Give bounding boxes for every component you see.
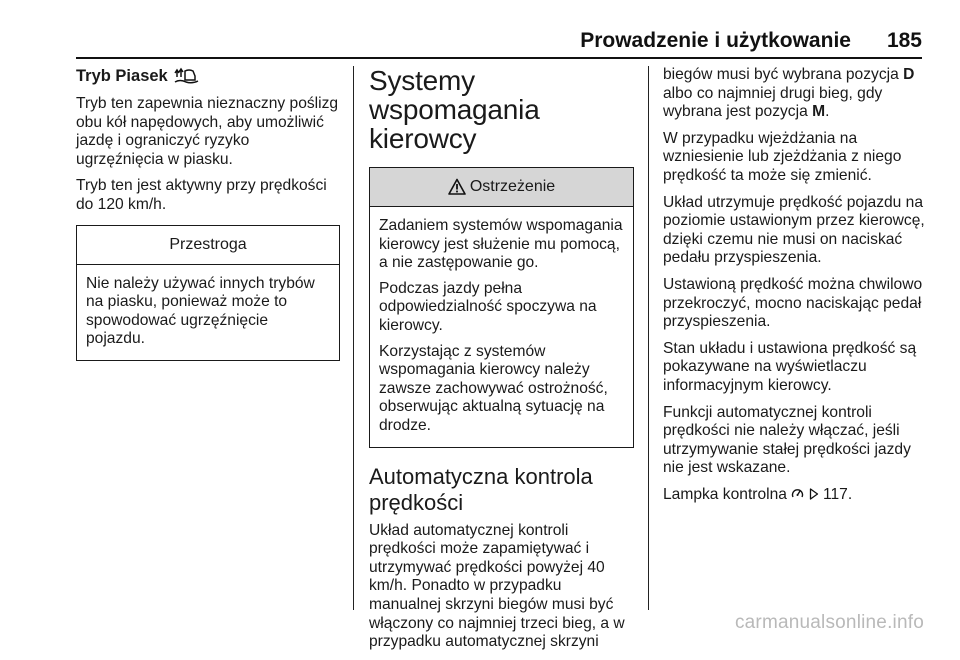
- gear-m-label: M: [812, 103, 826, 121]
- text-run: .: [825, 103, 830, 121]
- watermark: carmanualsonline.info: [734, 612, 924, 633]
- header-rule: [76, 57, 922, 59]
- cruise-text-5: Ustawioną prędkość można chwilowo przekroczyć, mocno naciskając pedał przyspieszenia.: [663, 275, 923, 331]
- column-divider-2: [648, 66, 649, 610]
- page-number: 185: [886, 29, 922, 52]
- subsection-heading: Automatyczna kontrola prędkości: [369, 463, 593, 515]
- page-header: [0, 26, 922, 56]
- notice-text: Nie należy używać innych trybów na piasku, ponieważ może to spowodować ugrzęźnięcie pojazdu.: [86, 274, 315, 348]
- gear-d-label: D: [903, 66, 915, 83]
- cruise-text-2: [663, 66, 931, 122]
- warning-text-2: Podczas jazdy pełna odpowiedzialność spoczywa na kierowcy.: [379, 279, 597, 334]
- cruise-text-1: Układ automatycznej kontroli prędkości może zapamiętywać i utrzymywać prędkości powyżej 40 km/h. Ponadto w przypadku manualnej skrzyni biegów musi być włączony co najmniej trzeci bieg, a w przypadku automatycznej skrzyni: [369, 521, 625, 651]
- text-run: Lampka kontrolna: [663, 485, 792, 503]
- text-run: biegów musi być wybrana pozycja: [663, 66, 904, 83]
- cruise-text-6: Stan układu i ustawiona prędkość są pokazywane na wyświetlaczu informacyjnym kierowcy.: [663, 339, 917, 394]
- column-3: [663, 66, 931, 512]
- sand-mode-icon: [174, 67, 200, 85]
- text-run: albo co najmniej drugi bieg, gdy wybrana jest pozycja: [663, 84, 883, 121]
- section-heading: Systemy wspomagania kierowcy: [369, 65, 540, 154]
- warning-body: [370, 207, 633, 447]
- warning-title: [370, 168, 633, 207]
- page-header-title: Prowadzenie i użytkowanie: [580, 29, 851, 52]
- sand-mode-heading-text: Tryb Piasek: [76, 67, 168, 85]
- notice-box: [76, 225, 340, 361]
- column-divider-1: [353, 66, 354, 610]
- page-reference-number[interactable]: 117.: [822, 485, 853, 503]
- warning-text-3: Korzystając z systemów wspomagania kierowcy należy zawsze zachowywać ostrożność, obserwując aktualną sytuację na drodze.: [379, 342, 608, 434]
- cruise-text-3: W przypadku wjeżdżania na wzniesienie lub zjeżdżania z niego prędkość ta może się zmienić.: [663, 129, 902, 184]
- column-2: [369, 66, 634, 660]
- warning-title-text: Ostrzeżenie: [469, 178, 556, 195]
- page-reference-arrow-icon: [809, 487, 819, 499]
- warning-triangle-icon: [448, 178, 466, 196]
- cruise-text-7: Funkcji automatycznej kontroli prędkości nie należy włączać, jeśli utrzymywanie stałej prędkości jazdy nie jest wskazane.: [663, 403, 911, 477]
- notice-body: [77, 265, 339, 360]
- warning-box: [369, 167, 634, 448]
- notice-title-text: Przestroga: [169, 235, 247, 253]
- notice-title: [77, 226, 339, 265]
- cruise-text-4: Układ utrzymuje prędkość pojazdu na poziomie ustawionym przez kierowcę, dzięki czemu nie musi on naciskać pedału przyspieszenia.: [663, 193, 925, 267]
- sand-mode-heading: [76, 66, 340, 86]
- sand-mode-text-1: Tryb ten zapewnia nieznaczny poślizg obu kół napędowych, aby umożliwić jazdę i ograniczyć ryzyko ugrzęźnięcia w piasku.: [76, 95, 339, 168]
- column-1: [76, 66, 340, 361]
- indicator-reference: [663, 486, 931, 505]
- sand-mode-text-2: Tryb ten jest aktywny przy prędkości do 120 km/h.: [76, 177, 327, 213]
- warning-text-1: Zadaniem systemów wspomagania kierowcy jest służenie mu pomocą, a nie zastępowanie go.: [379, 217, 623, 272]
- cruise-control-icon: [791, 487, 804, 500]
